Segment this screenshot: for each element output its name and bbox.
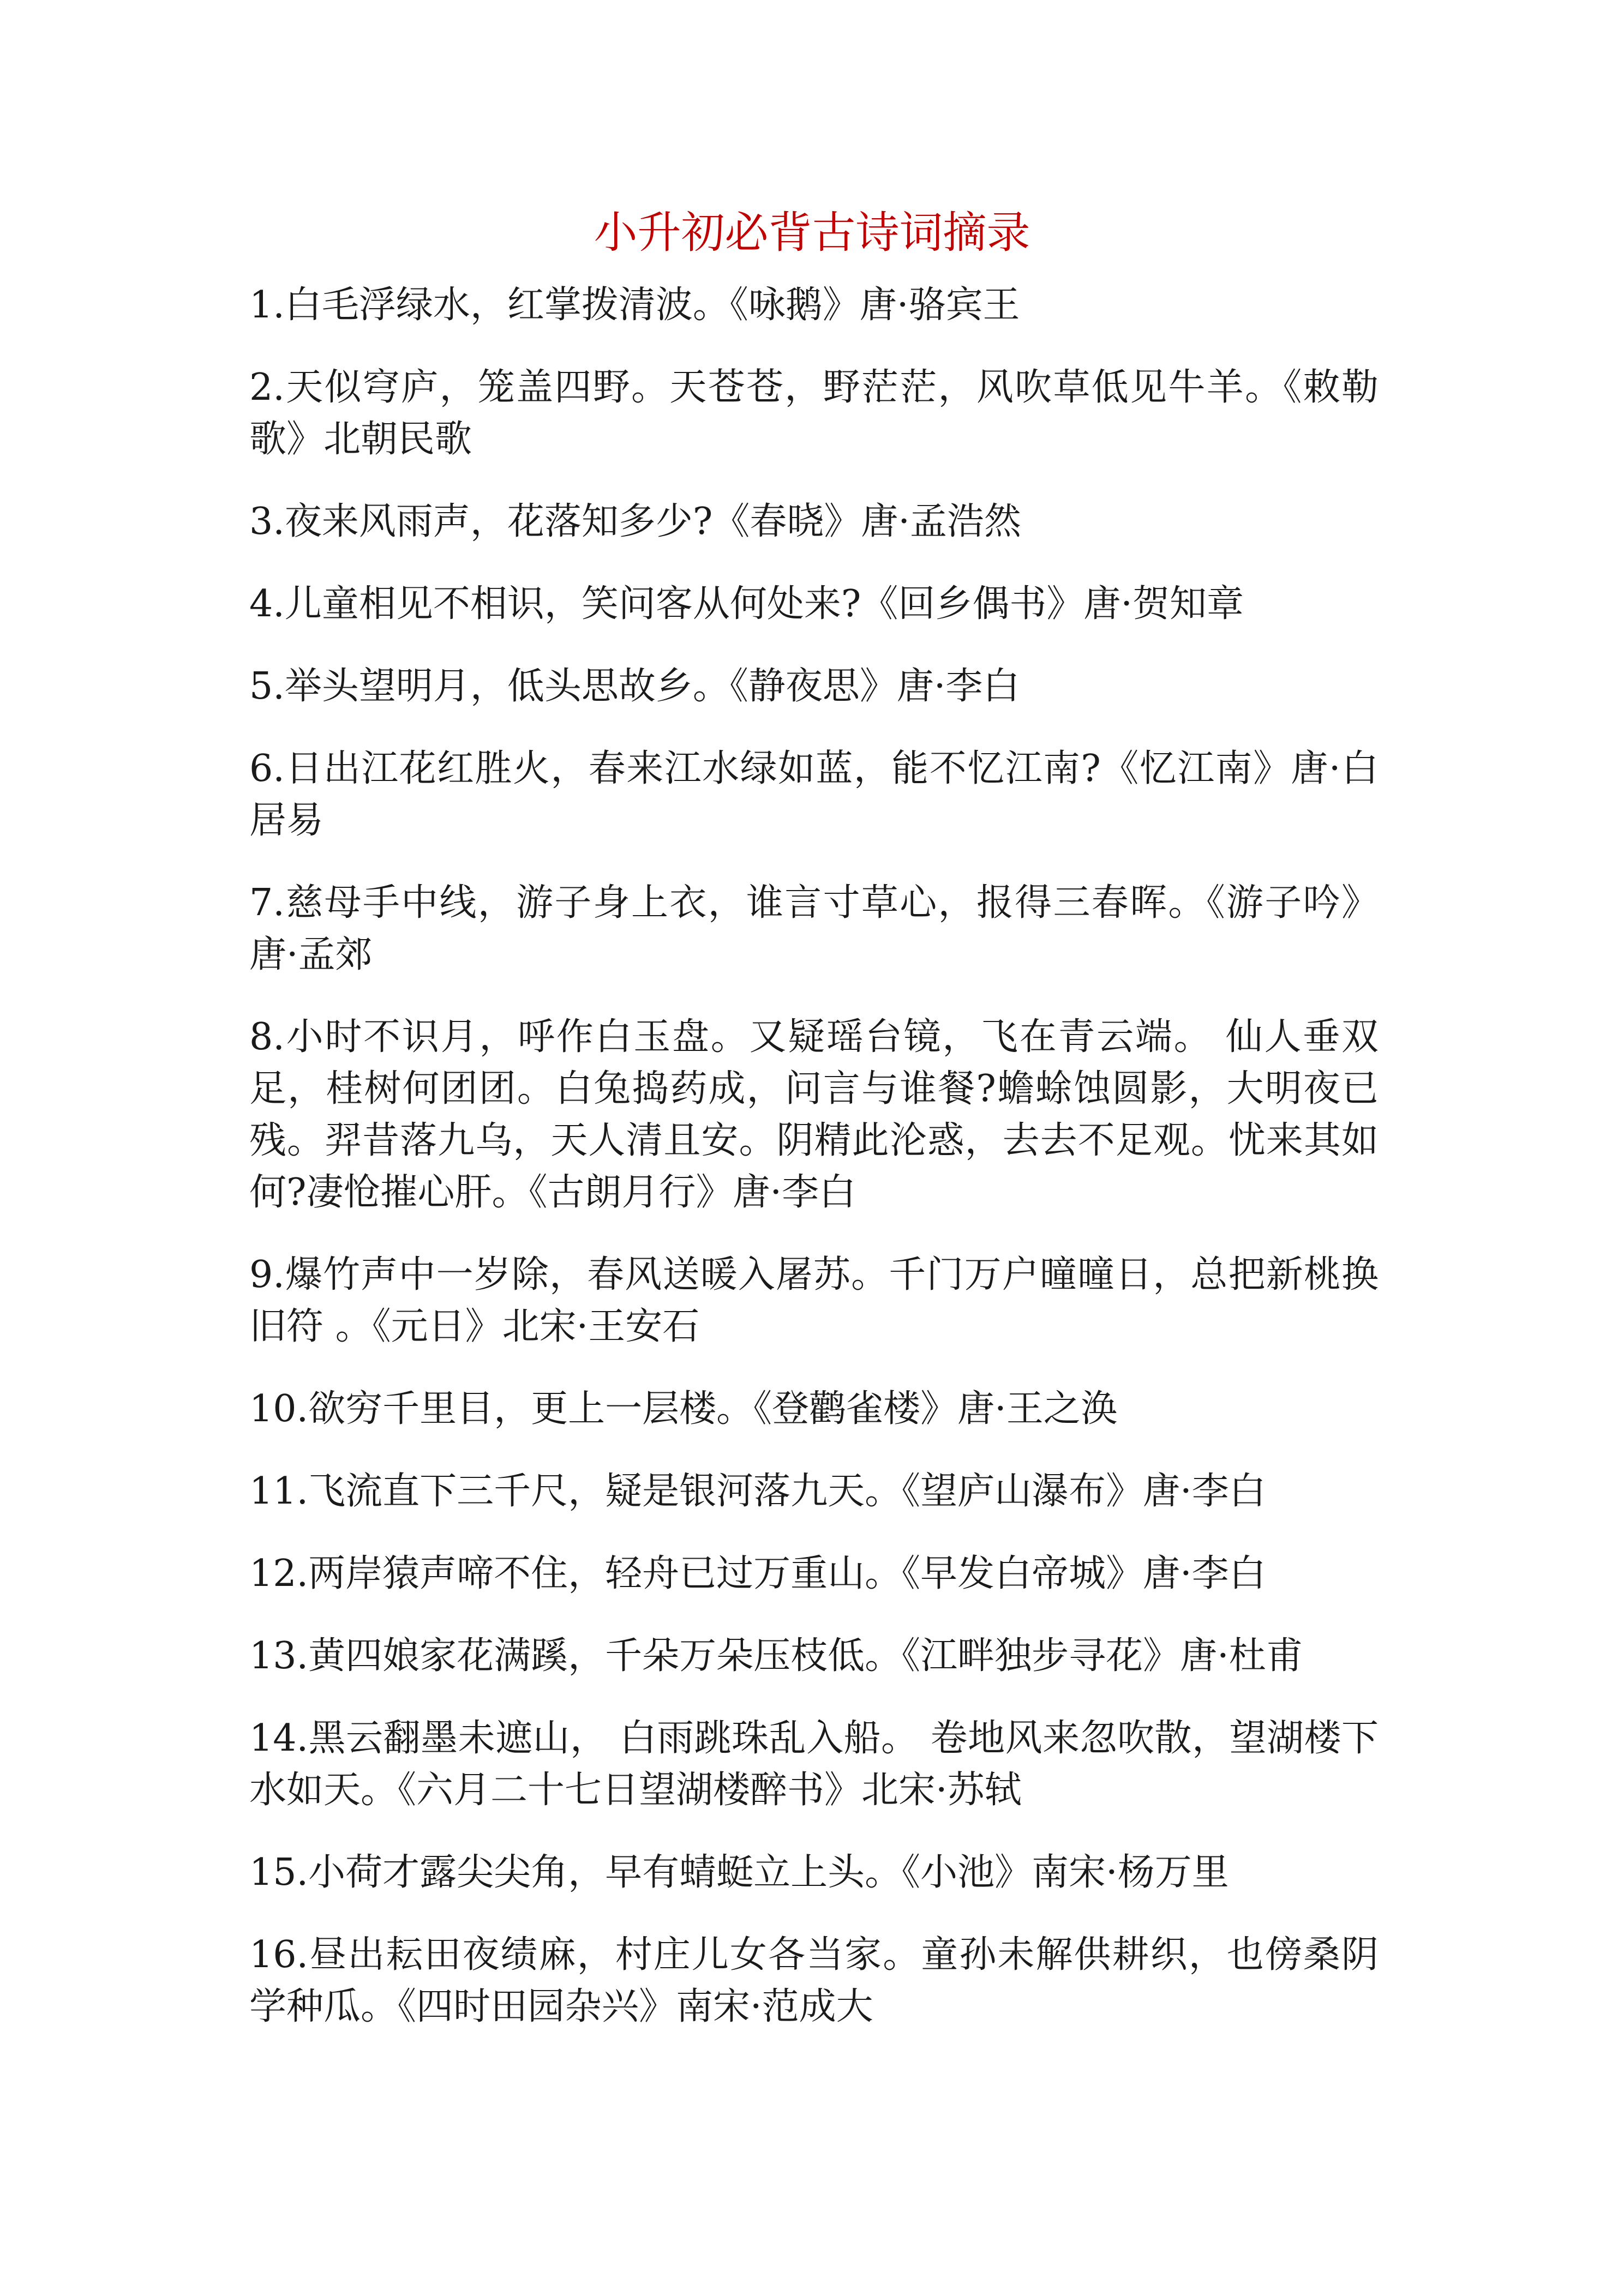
poem-item: 10.欲穷千里目，更上一层楼。《登鹳雀楼》唐·王之涣 (249, 1387, 1118, 1431)
poem-item: 2.天似穹庐，笼盖四野。天苍苍，野茫茫，风吹草低见牛羊。《敕勒歌》北朝民歌 (249, 366, 1379, 461)
poem-item: 14.黑云翻墨未遮山， 白雨跳珠乱入船。 卷地风来忽吹散，望湖楼下水如天。《六月二十七日望湖楼醉书》北宋·苏轼 (249, 1717, 1379, 1812)
poem-list (249, 279, 1379, 2063)
poem-item: 8.小时不识月，呼作白玉盘。又疑瑶台镜，飞在青云端。 仙人垂双足，桂树何团团。白兔捣药成，问言与谁餐?蟾蜍蚀圆影，大明夜已残。羿昔落九乌，天人清且安。阴精此沦惑，去去不足观。忧来其如何?凄怆摧心肝。《古朗月行》唐·李白 (249, 1015, 1379, 1214)
poem-item: 11.飞流直下三千尺，疑是银河落九天。《望庐山瀑布》唐·李白 (249, 1470, 1266, 1513)
poem-item: 3.夜来风雨声，花落知多少?《春晓》唐·孟浩然 (249, 500, 1021, 543)
page-title: 小升初必背古诗词摘录 (594, 207, 1030, 258)
poem-item: 7.慈母手中线，游子身上衣，谁言寸草心，报得三春晖。《游子吟》唐·孟郊 (249, 881, 1379, 976)
poem-item: 12.两岸猿声啼不住，轻舟已过万重山。《早发白帝城》唐·李白 (249, 1552, 1266, 1595)
poem-item: 1.白毛浮绿水，红掌拨清波。《咏鹅》唐·骆宾王 (249, 284, 1020, 327)
poem-item: 16.昼出耘田夜绩麻，村庄儿女各当家。童孙未解供耕织，也傍桑阴学种瓜。《四时田园杂兴》南宋·范成大 (249, 1933, 1379, 2028)
poem-item: 9.爆竹声中一岁除，春风送暖入屠苏。千门万户曈曈日，总把新桃换旧符 。《元日》北宋·王安石 (249, 1253, 1379, 1348)
poem-item: 15.小荷才露尖尖角，早有蜻蜓立上头。《小池》南宋·杨万里 (249, 1851, 1229, 1894)
poem-item: 6.日出江花红胜火，春来江水绿如蓝，能不忆江南?《忆江南》唐·白居易 (249, 747, 1379, 842)
poem-item: 5.举头望明月，低头思故乡。《静夜思》唐·李白 (249, 665, 1020, 708)
poem-item: 4.儿童相见不相识，笑问客从何处来?《回乡偶书》唐·贺知章 (249, 582, 1244, 626)
poem-item: 13.黄四娘家花满蹊，千朵万朵压枝低。《江畔独步寻花》唐·杜甫 (249, 1634, 1303, 1678)
